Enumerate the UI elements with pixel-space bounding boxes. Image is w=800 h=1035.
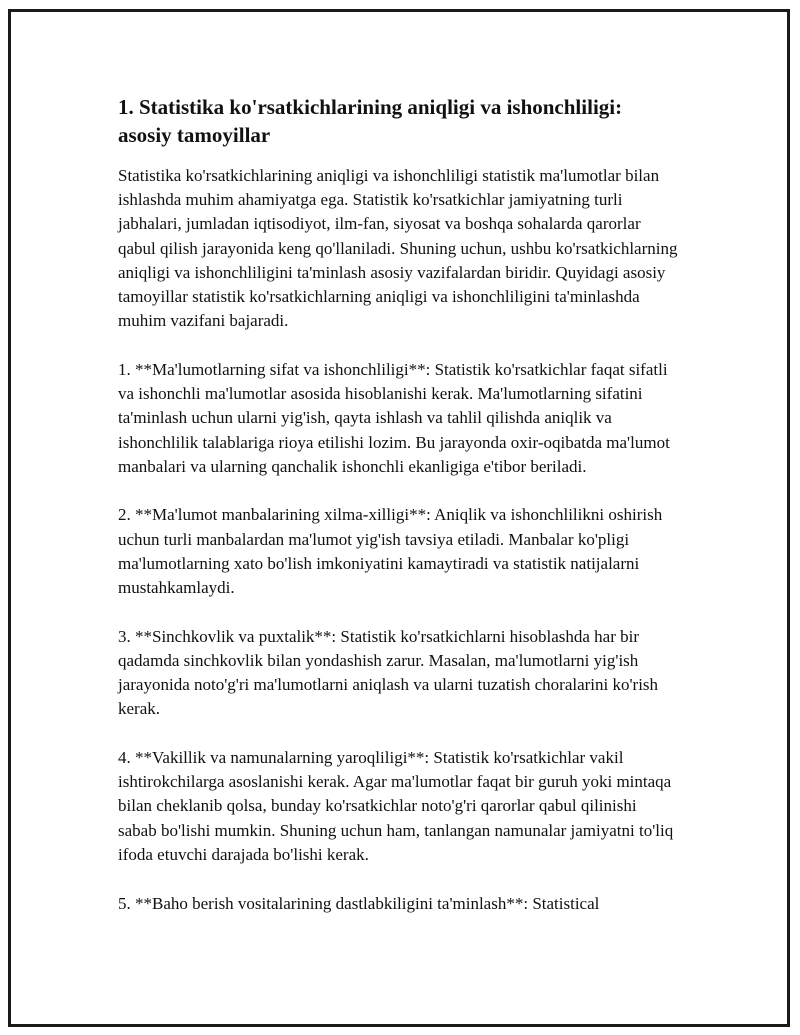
principle-2-paragraph: 2. **Ma'lumot manbalarining xilma-xilligi**: Aniqlik va ishonchlilikni oshirish uchun turli manbalardan ma'lumot yig'ish tavsiya etiladi. Manbalar ko'pligi ma'lumotlarning xato bo'lish imkoniyatini kamaytiradi va statistik natijalarni mustahkamlaydi. (118, 505, 663, 598)
principle-3-paragraph: 3. **Sinchkovlik va puxtalik**: Statistik ko'rsatkichlarni hisoblashda har bir qadamda sinchkovlik bilan yondashish zarur. Masalan, ma'lumotlarni yig'ish jarayonida noto'g'ri ma'lumotlarni aniqlash va ularni tuzatish choralarini ko'rish kerak. (118, 626, 659, 719)
principle-5-paragraph: 5. **Baho berish vositalarining dastlabkiligini ta'minlash**: Statistical (118, 893, 600, 913)
principle-4-paragraph: 4. **Vakillik va namunalarning yaroqliligi**: Statistik ko'rsatkichlar vakil ishtirokchilarga asoslanishi kerak. Agar ma'lumotlar faqat bir guruh yoki mintaqa bilan cheklanib qolsa, bunday ko'rsatkichlar noto'g'ri qarorlar qabul qilinishi sabab bo'lishi mumkin. Shuning uchun ham, tanlangan namunalar jamiyatni to'liq ifoda etuvchi darajada bo'lishi kerak. (118, 748, 674, 864)
intro-paragraph: Statistika ko'rsatkichlarining aniqligi va ishonchliligi statistik ma'lumotlar bilan ishlashda muhim ahamiyatga ega. Statistik ko'rsatkichlar jamiyatning turli jabhalari, jumladan iqtisodiyot, ilm-fan, siyosat va boshqa sohalarda qarorlar qabul qilish jarayonida keng qo'llaniladi. Shuning uchun, ushbu ko'rsatkichlarning aniqligi va ishonchliligini ta'minlash asosiy vazifalardan biridir. Quyidagi asosiy tamoyillar statistik ko'rsatkichlarning aniqligi va ishonchliligini ta'minlashda muhim vazifani bajaradi. (118, 166, 678, 331)
principle-1-paragraph: 1. **Ma'lumotlarning sifat va ishonchliligi**: Statistik ko'rsatkichlar faqat sifatli va ishonchli ma'lumotlar asosida hisoblanishi kerak. Ma'lumotlarning sifatini ta'minlash uchun ularni yig'ish, qayta ishlash va tahlil qilishda aniqlik va ishonchlilik talablariga rioya etilishi lozim. Bu jarayonda oxir-oqibatda ma'lumot manbalari va ularning qanchalik ishonchli ekanligiga e'tibor beriladi. (118, 359, 670, 476)
document-body (118, 93, 678, 940)
document-title: 1. Statistika ko'rsatkichlarining aniqligi va ishonchliligi: asosiy tamoyillar (118, 95, 623, 147)
